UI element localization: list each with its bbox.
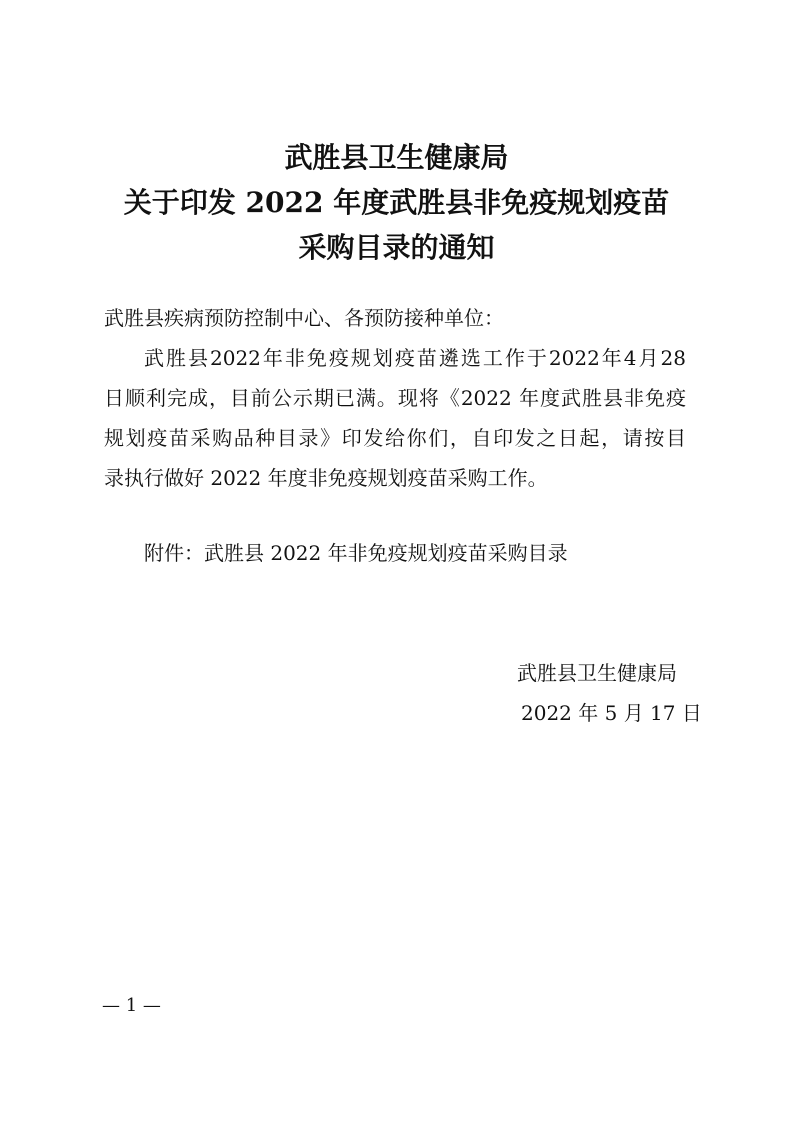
paragraph-line-2: 日顺利完成，目前公示期已满。现将《2022 年度武胜县非免疫 bbox=[104, 386, 686, 410]
salutation: 武胜县疾病预防控制中心、各预防接种单位： bbox=[104, 306, 504, 330]
paragraph-line-3: 规划疫苗采购品种目录》印发给你们，自印发之日起，请按目 bbox=[104, 426, 686, 450]
signature-organization: 武胜县卫生健康局 bbox=[517, 661, 677, 685]
document-title-line-3: 采购目录的通知 bbox=[298, 231, 495, 264]
paragraph-line-1: 武胜县2022年非免疫规划疫苗遴选工作于2022年4月28 bbox=[144, 346, 686, 370]
page-number: — 1 — bbox=[102, 995, 161, 1016]
document-title-line-1: 武胜县卫生健康局 bbox=[284, 141, 509, 174]
paragraph-line-4: 录执行做好 2022 年度非免疫规划疫苗采购工作。 bbox=[104, 466, 548, 490]
attachment-note: 附件：武胜县 2022 年非免疫规划疫苗采购目录 bbox=[144, 541, 568, 565]
document-title-line-2: 关于印发 2022 年度武胜县非免疫规划疫苗 bbox=[123, 186, 670, 219]
signature-date: 2022 年 5 月 17 日 bbox=[521, 701, 702, 725]
